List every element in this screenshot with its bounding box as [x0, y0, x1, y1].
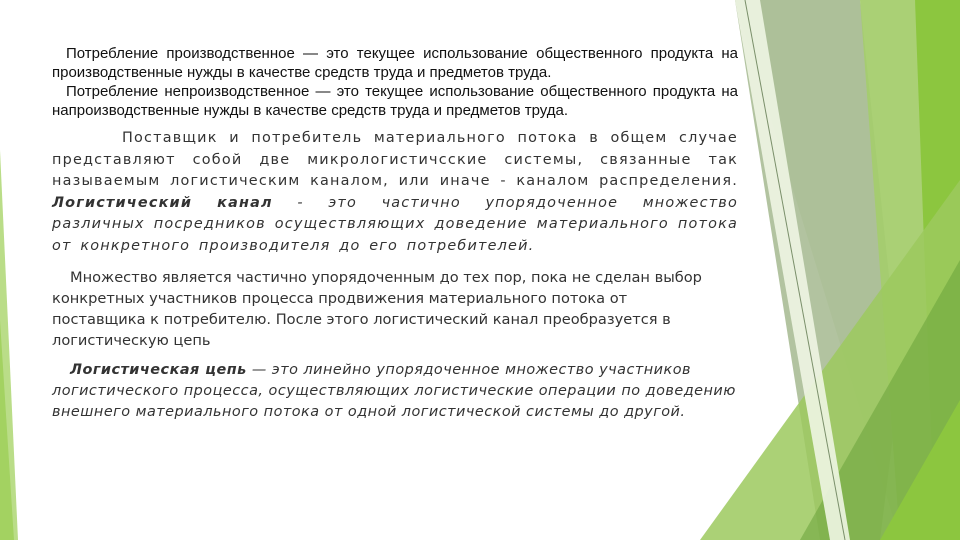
channel-intro-text: Поставщик и потребитель материального потока в общем случае представляют собой две микрологистичсские системы, связанные так называемым логистическим каналом, или иначе - каналом распределения. — [52, 130, 738, 189]
logistic-channel-definition: - это частично упорядоченное множество различных посредников осуществляющих доведение материального потока от конкретного производителя до его потребителей. — [52, 194, 738, 254]
paragraph-logistic-channel — [52, 128, 738, 257]
paragraph-logistic-chain — [52, 360, 738, 423]
slide-text-block — [52, 44, 738, 423]
logistic-chain-term: Логистическая цепь — [70, 362, 247, 378]
paragraph-ordered-set: Множество является частично упорядоченным до тех пор, пока не сделан выбор конкретных участников процесса продвижения материального потока от поставщика к потребителю. После этого логистический канал преобразуется в логистическую цепь — [52, 269, 702, 349]
left-green-triangle — [0, 150, 18, 540]
logistic-chain-definition: — это линейно упорядоченное множество участников логистического процесса, осуществляющих логистические операции по доведению внешнего материального потока от одной логистической системы до другой. — [52, 362, 736, 420]
paragraph-nonproductive-consumption: Потребление непроизводственное — это текущее использование общественного продукта на напроизводственные нужды в качестве средств труда и предметов труда. — [52, 83, 738, 119]
logistic-channel-term: Логистический канал — [52, 194, 273, 211]
paragraph-productive-consumption: Потребление производственное — это текущее использование общественного продукта на производственные нужды в качестве средств труда и предметов труда. — [52, 45, 738, 81]
